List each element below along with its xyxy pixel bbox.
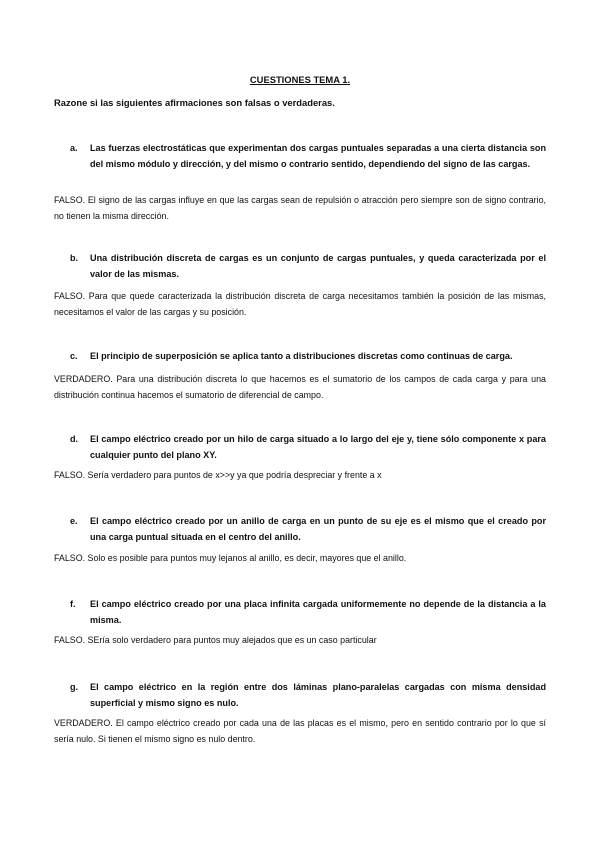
question-g [70,680,546,711]
question-letter: f. [70,599,76,609]
answer-verdict: VERDADERO. [54,718,113,728]
question-text: Las fuerzas electrostáticas que experimentan dos cargas puntuales separadas a una cierta distancia son del mismo módulo y dirección, y del mismo o contrario sentido, dependiendo del signo de las cargas. [90,143,546,169]
question-letter: g. [70,682,79,692]
question-text: El campo eléctrico creado por un anillo de carga en un punto de su eje es el mismo que el creado por una carga puntual situada en el centro del anillo. [90,516,546,542]
answer-text: SEría solo verdadero para puntos muy alejados que es un caso particular [85,635,377,645]
answer-a [54,193,546,224]
question-d [70,432,546,463]
question-text: El campo eléctrico en la región entre dos láminas plano-paralelas cargadas con misma densidad superficial y mismo signo es nulo. [90,682,546,708]
answer-d [54,468,546,484]
answer-text: Para una distribución discreta lo que hacemos es el sumatorio de los campos de cada carga y para una distribución continua hacemos el sumatorio de diferencial de campo. [54,374,546,400]
question-text: El campo eléctrico creado por un hilo de carga situado a lo largo del eje y, tiene sólo componente x para cualquier punto del plano XY. [90,434,546,460]
answer-text: El signo de las cargas influye en que las cargas sean de repulsión o atracción pero siempre son de signo contrario, no tienen la misma dirección. [54,195,546,221]
answer-b [54,289,546,320]
answer-e [54,551,546,567]
answer-c [54,372,546,403]
document-title: CUESTIONES TEMA 1. [249,74,351,85]
answer-text: Sería verdadero para puntos de x>>y ya que podría despreciar y frente a x [85,470,382,480]
question-c [70,349,546,365]
question-letter: c. [70,351,78,361]
answer-verdict: FALSO. [54,291,86,301]
question-letter: d. [70,434,79,444]
answer-verdict: FALSO. [54,553,86,563]
answer-verdict: FALSO. [54,195,86,205]
question-a [70,141,546,172]
question-f [70,597,546,628]
answer-f [54,633,546,649]
question-letter: b. [70,253,79,263]
document-intro: Razone si las siguientes afirmaciones son falsas o verdaderas. [54,97,335,108]
answer-g [54,716,546,747]
answer-text: El campo eléctrico creado por cada una de las placas es el mismo, pero en sentido contrario por lo que sí sería nulo. Si tienen el mismo signo es nulo dentro. [54,718,546,744]
question-b [70,251,546,282]
answer-verdict: VERDADERO. [54,374,113,384]
answer-verdict: FALSO. [54,470,86,480]
question-text: Una distribución discreta de cargas es un conjunto de cargas puntuales, y queda caracterizada por el valor de las mismas. [90,253,546,279]
answer-text: Para que quede caracterizada la distribución discreta de carga necesitamos también la posición de las mismas, necesitamos el valor de las cargas y su posición. [54,291,546,317]
answer-text: Solo es posible para puntos muy lejanos al anillo, es decir, mayores que el anillo. [85,553,407,563]
question-text: El principio de superposición se aplica tanto a distribuciones discretas como continuas de carga. [90,351,513,361]
question-e [70,514,546,545]
question-letter: e. [70,516,78,526]
question-text: El campo eléctrico creado por una placa infinita cargada uniformemente no depende de la distancia a la misma. [90,599,546,625]
question-letter: a. [70,143,78,153]
answer-verdict: FALSO. [54,635,86,645]
